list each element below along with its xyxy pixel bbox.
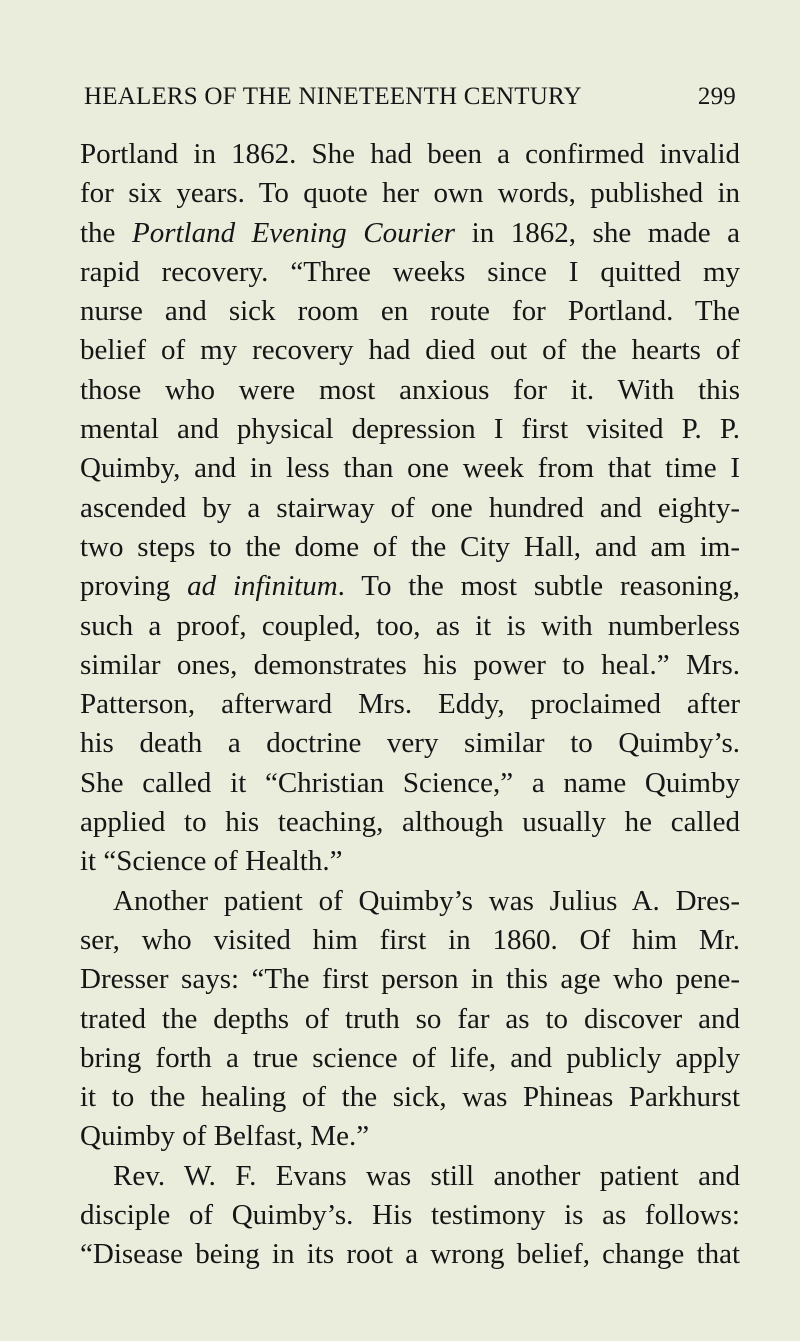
latin-phrase: ad infinitum	[187, 570, 338, 603]
running-head	[84, 83, 736, 123]
text-line: two steps to the dome of the City Hall, and am im-	[80, 530, 740, 563]
text-line: ser, who visited him first in 1860. Of him Mr.	[80, 923, 740, 956]
text-line: for six years. To quote her own words, published in	[80, 177, 740, 210]
text-line: bring forth a true science of life, and publicly apply	[80, 1041, 740, 1074]
page-number: 299	[697, 83, 736, 110]
text-line: “Disease being in its root a wrong belief, change that	[80, 1238, 740, 1271]
running-title: HEALERS OF THE NINETEENTH CENTURY	[84, 83, 582, 110]
text-line: proving ad infinitum. To the most subtle reasoning,	[80, 570, 740, 603]
text-line: She called it “Christian Science,” a name Quimby	[80, 766, 740, 799]
text-line: it to the healing of the sick, was Phineas Parkhurst	[80, 1081, 740, 1114]
text-line: disciple of Quimby’s. His testimony is as follows:	[80, 1199, 740, 1232]
text-line: mental and physical depression I first visited P. P.	[80, 413, 740, 446]
text-line: applied to his teaching, although usually he called	[80, 806, 740, 839]
text-line: those who were most anxious for it. With this	[80, 373, 740, 406]
text-line: belief of my recovery had died out of the hearts of	[80, 334, 740, 367]
body-text	[80, 135, 740, 1275]
text-line: trated the depths of truth so far as to discover and	[80, 1002, 740, 1035]
text-line: his death a doctrine very similar to Quimby’s.	[80, 727, 740, 760]
text-line: nurse and sick room en route for Portland. The	[80, 295, 740, 328]
text-line: Patterson, afterward Mrs. Eddy, proclaimed after	[80, 688, 740, 721]
text-line: Portland in 1862. She had been a confirmed invalid	[80, 138, 740, 170]
newspaper-title: Portland Evening Courier	[131, 216, 456, 249]
text-line: the Portland Evening Courier in 1862, she made a	[80, 216, 740, 249]
text-line: Quimby of Belfast, Me.”	[80, 1120, 370, 1153]
text-line: such a proof, coupled, too, as it is with numberless	[80, 609, 740, 642]
text-line: Quimby, and in less than one week from that time I	[80, 452, 740, 485]
text-line: Another patient of Quimby’s was Julius A. Dres-	[113, 884, 740, 917]
text-line: it “Science of Health.”	[80, 845, 343, 878]
text-line: similar ones, demonstrates his power to heal.” Mrs.	[80, 648, 740, 681]
text-line: Dresser says: “The first person in this age who pene-	[80, 963, 740, 996]
text-line: ascended by a stairway of one hundred and eighty-	[80, 491, 740, 524]
text-line: rapid recovery. “Three weeks since I quitted my	[80, 255, 740, 288]
text-line: Rev. W. F. Evans was still another patient and	[113, 1159, 740, 1192]
